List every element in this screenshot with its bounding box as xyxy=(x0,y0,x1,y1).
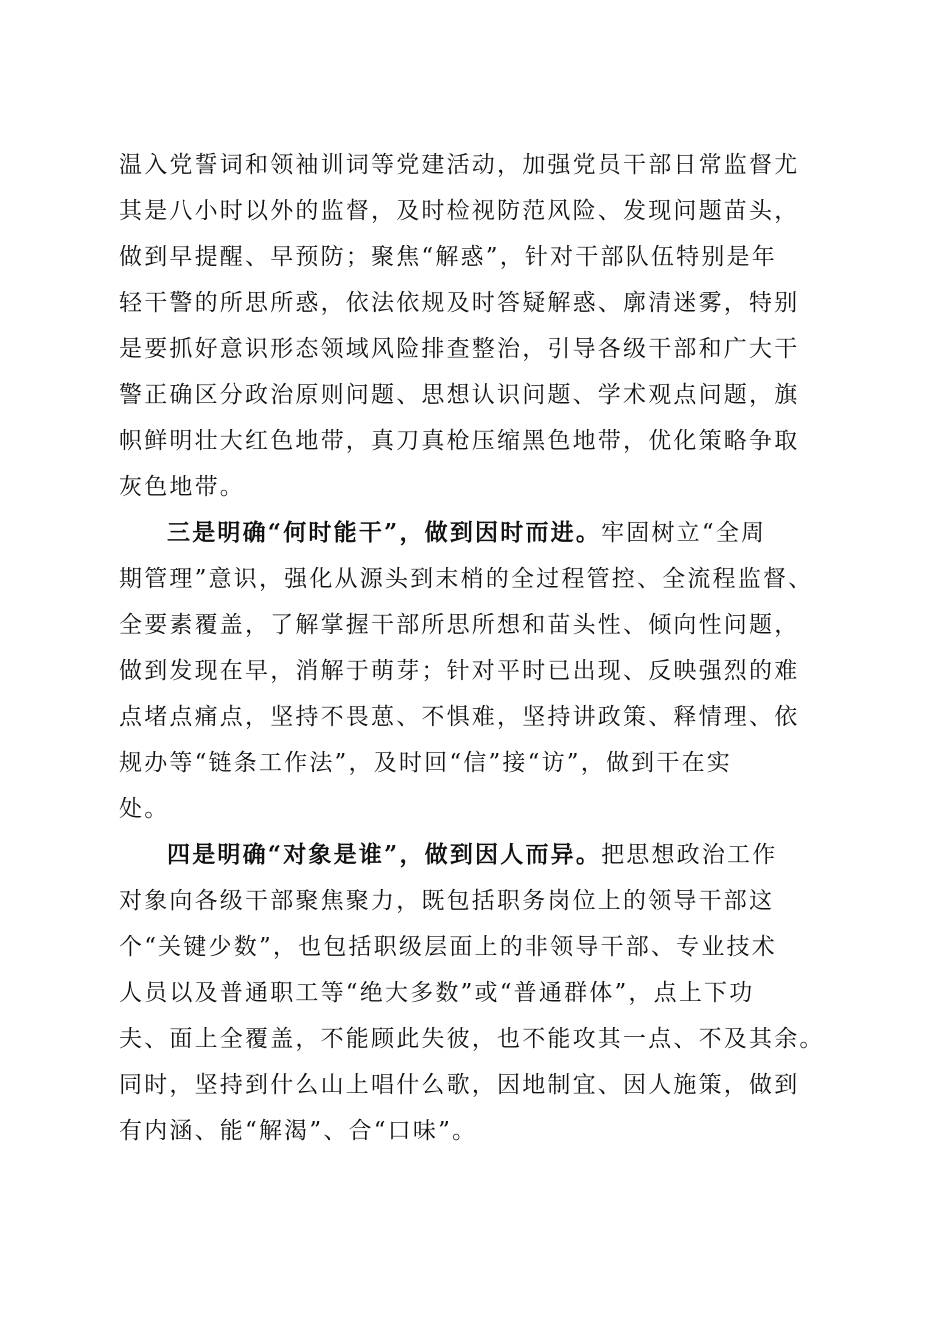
paragraph-first-line xyxy=(119,832,841,878)
paragraph-line: 其是八小时以外的监督，及时检视防范风险、发现问题苗头， xyxy=(119,198,800,224)
paragraph-line: 是要抓好意识形态领域风险排查整治，引导各级干部和广大干 xyxy=(119,336,800,362)
paragraph-lead-continuation: 牢固树立“全周 xyxy=(601,520,767,546)
paragraph-2 xyxy=(119,510,841,832)
paragraph-line: 全要素覆盖，了解掌握干部所思所想和苗头性、倾向性问题， xyxy=(119,612,800,638)
paragraph-line: 夫、面上全覆盖，不能顾此失彼，也不能攻其一点、不及其余。 xyxy=(119,1026,825,1052)
paragraph-line: 做到早提醒、早预防；聚焦“解惑”，针对干部队伍特别是年 xyxy=(119,244,777,270)
paragraph-line: 同时，坚持到什么山上唱什么歌，因地制宜、因人施策，做到 xyxy=(119,1072,800,1098)
paragraph-line: 有内涵、能“解渴”、合“口味”。 xyxy=(119,1118,478,1144)
paragraph-line: 对象向各级干部聚焦聚力，既包括职务岗位上的领导干部这 xyxy=(119,888,775,914)
paragraph-line: 人员以及普通职工等“绝大多数”或“普通群体”，点上下功 xyxy=(119,980,755,1006)
paragraph-line: 温入党誓词和领袖训词等党建活动，加强党员干部日常监督尤 xyxy=(119,152,800,178)
paragraph-3 xyxy=(119,832,841,1154)
paragraph-line: 点堵点痛点，坚持不畏葸、不惧难，坚持讲政策、释情理、依 xyxy=(119,704,800,730)
paragraph-lead-heading: 四是明确“对象是谁”，做到因人而异。 xyxy=(167,841,602,868)
paragraph-line: 处。 xyxy=(119,796,170,822)
paragraph-line: 期管理”意识，强化从源头到末梢的全过程管控、全流程监督、 xyxy=(119,566,814,592)
paragraph-line: 个“关键少数”，也包括职级层面上的非领导干部、专业技术 xyxy=(119,934,777,960)
paragraph-line: 警正确区分政治原则问题、思想认识问题、学术观点问题，旗 xyxy=(119,382,800,408)
paragraph-lead-continuation: 把思想政治工作 xyxy=(601,842,778,868)
document-body xyxy=(119,142,841,1154)
paragraph-first-line xyxy=(119,510,841,556)
paragraph-line: 帜鲜明壮大红色地带，真刀真枪压缩黑色地带，优化策略争取 xyxy=(119,428,800,454)
paragraph-line: 灰色地带。 xyxy=(119,474,245,500)
paragraph-line: 规办等“链条工作法”，及时回“信”接“访”，做到干在实 xyxy=(119,750,732,776)
paragraph-line: 做到发现在早，消解于萌芽；针对平时已出现、反映强烈的难 xyxy=(119,658,800,684)
paragraph-lead-heading: 三是明确“何时能干”，做到因时而进。 xyxy=(167,519,602,546)
paragraph-1 xyxy=(119,142,841,510)
paragraph-line: 轻干警的所思所惑，依法依规及时答疑解惑、廓清迷雾，特别 xyxy=(119,290,800,316)
